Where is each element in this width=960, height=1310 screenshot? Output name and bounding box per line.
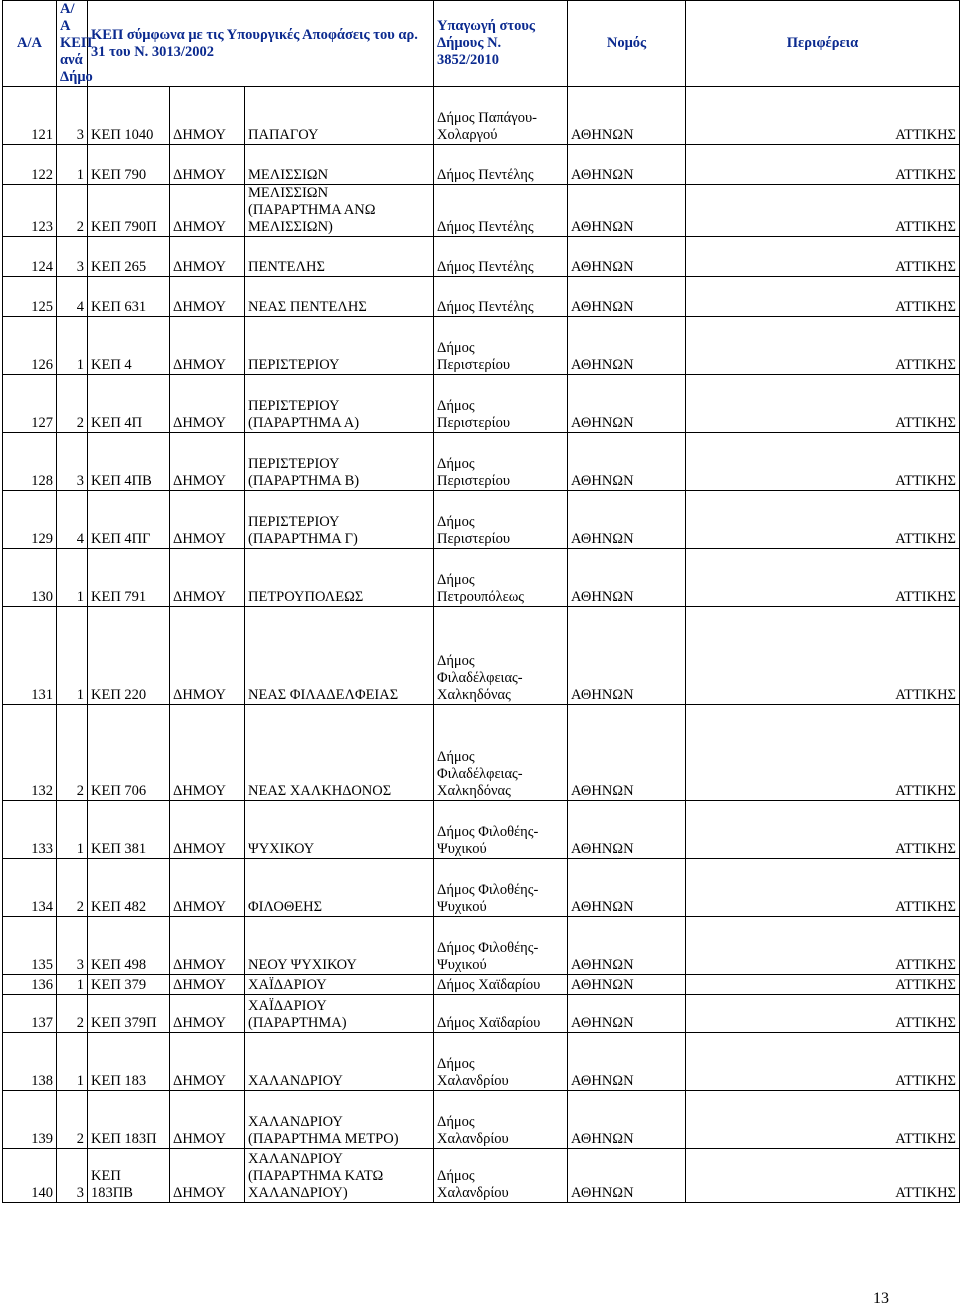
row-aa: 121 (3, 87, 57, 145)
row-nomos: ΑΘΗΝΩΝ (568, 917, 686, 975)
row-perifereia: ΑΤΤΙΚΗΣ (686, 87, 960, 145)
row-nomos: ΑΘΗΝΩΝ (568, 801, 686, 859)
row-dimos: Δήμος Παπάγου- Χολαργού (434, 87, 568, 145)
row-type: ΔΗΜΟΥ (170, 859, 245, 917)
row-perifereia: ΑΤΤΙΚΗΣ (686, 277, 960, 317)
row-type: ΔΗΜΟΥ (170, 317, 245, 375)
row-dimos: Δήμος Χαλανδρίου (434, 1091, 568, 1149)
row-dimos: Δήμος Φιλοθέης- Ψυχικού (434, 801, 568, 859)
header-nomos: Νομός (568, 1, 686, 87)
row-nomos: ΑΘΗΝΩΝ (568, 237, 686, 277)
row-type: ΔΗΜΟΥ (170, 145, 245, 185)
header-kep: ΚΕΠ σύμφωνα με τις Υπουργικές Αποφάσεις του αρ. 31 του Ν. 3013/2002 (88, 1, 434, 87)
row-name: ΠΕΤΡΟΥΠΟΛΕΩΣ (245, 549, 434, 607)
table-row (3, 801, 960, 859)
row-kep-code: ΚΕΠ 183 (88, 1033, 170, 1091)
table-row (3, 145, 960, 185)
table-row (3, 917, 960, 975)
row-nomos: ΑΘΗΝΩΝ (568, 1033, 686, 1091)
row-kep-code: ΚΕΠ 4ΠΓ (88, 491, 170, 549)
row-aa: 138 (3, 1033, 57, 1091)
row-nomos: ΑΘΗΝΩΝ (568, 491, 686, 549)
row-nomos: ΑΘΗΝΩΝ (568, 185, 686, 237)
row-kep-code: ΚΕΠ 220 (88, 607, 170, 705)
row-name: ΜΕΛΙΣΣΙΩΝ (ΠΑΡΑΡΤΗΜΑ ΑΝΩ ΜΕΛΙΣΣΙΩΝ) (245, 185, 434, 237)
row-name: ΧΑΪΔΑΡΙΟΥ (245, 975, 434, 995)
row-dimos: Δήμος Πεντέλης (434, 145, 568, 185)
row-perifereia: ΑΤΤΙΚΗΣ (686, 859, 960, 917)
row-type: ΔΗΜΟΥ (170, 975, 245, 995)
row-kep-code: ΚΕΠ 183ΠΒ (88, 1149, 170, 1203)
header-aa-per-dimo-text: Α/Α ΚΕΠ ανά Δήμο (60, 1, 93, 85)
row-dimos: Δήμος Πεντέλης (434, 277, 568, 317)
row-aa-per-dimo: 1 (57, 549, 88, 607)
row-type: ΔΗΜΟΥ (170, 277, 245, 317)
row-aa: 134 (3, 859, 57, 917)
row-aa-per-dimo: 1 (57, 1033, 88, 1091)
table-row (3, 375, 960, 433)
row-perifereia: ΑΤΤΙΚΗΣ (686, 237, 960, 277)
row-dimos: Δήμος Πεντέλης (434, 185, 568, 237)
row-aa-per-dimo: 3 (57, 87, 88, 145)
table-row (3, 607, 960, 705)
kep-table (2, 0, 960, 1203)
row-nomos: ΑΘΗΝΩΝ (568, 375, 686, 433)
row-aa-per-dimo: 2 (57, 185, 88, 237)
row-dimos: Δήμος Περιστερίου (434, 375, 568, 433)
table-row (3, 705, 960, 801)
row-type: ΔΗΜΟΥ (170, 995, 245, 1033)
row-aa-per-dimo: 3 (57, 237, 88, 277)
row-kep-code: ΚΕΠ 4ΠΒ (88, 433, 170, 491)
row-perifereia: ΑΤΤΙΚΗΣ (686, 317, 960, 375)
row-name: ΠΕΡΙΣΤΕΡΙΟΥ (ΠΑΡΑΡΤΗΜΑ Β) (245, 433, 434, 491)
row-aa: 132 (3, 705, 57, 801)
row-aa-per-dimo: 3 (57, 1149, 88, 1203)
row-aa-per-dimo: 4 (57, 491, 88, 549)
row-aa: 126 (3, 317, 57, 375)
table-body (3, 87, 960, 1203)
row-type: ΔΗΜΟΥ (170, 237, 245, 277)
row-type: ΔΗΜΟΥ (170, 87, 245, 145)
row-aa: 140 (3, 1149, 57, 1203)
row-aa: 125 (3, 277, 57, 317)
table-row (3, 87, 960, 145)
row-kep-code: ΚΕΠ 791 (88, 549, 170, 607)
row-type: ΔΗΜΟΥ (170, 185, 245, 237)
row-perifereia: ΑΤΤΙΚΗΣ (686, 1033, 960, 1091)
row-aa: 139 (3, 1091, 57, 1149)
row-aa: 129 (3, 491, 57, 549)
row-kep-code: ΚΕΠ 498 (88, 917, 170, 975)
row-aa-per-dimo: 2 (57, 705, 88, 801)
table-row (3, 237, 960, 277)
table-row (3, 975, 960, 995)
row-aa: 124 (3, 237, 57, 277)
row-name: ΧΑΪΔΑΡΙΟΥ (ΠΑΡΑΡΤΗΜΑ) (245, 995, 434, 1033)
row-aa: 123 (3, 185, 57, 237)
row-aa-per-dimo: 4 (57, 277, 88, 317)
row-dimos: Δήμος Περιστερίου (434, 491, 568, 549)
row-perifereia: ΑΤΤΙΚΗΣ (686, 801, 960, 859)
row-name: ΦΙΛΟΘΕΗΣ (245, 859, 434, 917)
row-kep-code: ΚΕΠ 790 (88, 145, 170, 185)
row-name: ΠΕΝΤΕΛΗΣ (245, 237, 434, 277)
row-dimos: Δήμος Χαλανδρίου (434, 1033, 568, 1091)
row-type: ΔΗΜΟΥ (170, 1149, 245, 1203)
row-name: ΝΕΟΥ ΨΥΧΙΚΟΥ (245, 917, 434, 975)
row-name: ΠΑΠΑΓΟΥ (245, 87, 434, 145)
row-dimos: Δήμος Χαϊδαρίου (434, 975, 568, 995)
table-row (3, 185, 960, 237)
row-dimos: Δήμος Φιλαδέλφειας- Χαλκηδόνας (434, 705, 568, 801)
row-nomos: ΑΘΗΝΩΝ (568, 549, 686, 607)
table-row (3, 995, 960, 1033)
row-dimos: Δήμος Πετρουπόλεως (434, 549, 568, 607)
table-header (3, 1, 960, 87)
row-name: ΧΑΛΑΝΔΡΙΟΥ (ΠΑΡΑΡΤΗΜΑ ΜΕΤΡΟ) (245, 1091, 434, 1149)
row-nomos: ΑΘΗΝΩΝ (568, 1091, 686, 1149)
row-aa-per-dimo: 2 (57, 859, 88, 917)
row-type: ΔΗΜΟΥ (170, 433, 245, 491)
table-row (3, 1149, 960, 1203)
row-kep-code: ΚΕΠ 183Π (88, 1091, 170, 1149)
row-aa: 135 (3, 917, 57, 975)
row-kep-code: ΚΕΠ 379 (88, 975, 170, 995)
row-aa: 128 (3, 433, 57, 491)
row-aa: 122 (3, 145, 57, 185)
row-dimos: Δήμος Φιλαδέλφειας- Χαλκηδόνας (434, 607, 568, 705)
row-nomos: ΑΘΗΝΩΝ (568, 433, 686, 491)
table-row (3, 277, 960, 317)
row-perifereia: ΑΤΤΙΚΗΣ (686, 917, 960, 975)
row-dimos: Δήμος Περιστερίου (434, 433, 568, 491)
header-perifereia: Περιφέρεια (686, 1, 960, 87)
row-perifereia: ΑΤΤΙΚΗΣ (686, 1149, 960, 1203)
row-nomos: ΑΘΗΝΩΝ (568, 277, 686, 317)
row-nomos: ΑΘΗΝΩΝ (568, 1149, 686, 1203)
header-aa-per-dimo (57, 1, 93, 87)
row-name: ΝΕΑΣ ΧΑΛΚΗΔΟΝΟΣ (245, 705, 434, 801)
row-name: ΧΑΛΑΝΔΡΙΟΥ (ΠΑΡΑΡΤΗΜΑ ΚΑΤΩ ΧΑΛΑΝΔΡΙΟΥ) (245, 1149, 434, 1203)
row-kep-code: ΚΕΠ 790Π (88, 185, 170, 237)
row-aa-per-dimo: 3 (57, 917, 88, 975)
row-perifereia: ΑΤΤΙΚΗΣ (686, 705, 960, 801)
row-aa-per-dimo: 1 (57, 607, 88, 705)
row-kep-code: ΚΕΠ 265 (88, 237, 170, 277)
row-type: ΔΗΜΟΥ (170, 917, 245, 975)
row-name: ΨΥΧΙΚΟΥ (245, 801, 434, 859)
row-aa-per-dimo: 3 (57, 433, 88, 491)
row-kep-code: ΚΕΠ 631 (88, 277, 170, 317)
row-nomos: ΑΘΗΝΩΝ (568, 607, 686, 705)
row-name: ΠΕΡΙΣΤΕΡΙΟΥ (ΠΑΡΑΡΤΗΜΑ Α) (245, 375, 434, 433)
row-kep-code: ΚΕΠ 381 (88, 801, 170, 859)
row-dimos: Δήμος Φιλοθέης- Ψυχικού (434, 859, 568, 917)
table-row (3, 1091, 960, 1149)
row-name: ΝΕΑΣ ΠΕΝΤΕΛΗΣ (245, 277, 434, 317)
row-nomos: ΑΘΗΝΩΝ (568, 705, 686, 801)
row-dimos: Δήμος Πεντέλης (434, 237, 568, 277)
row-perifereia: ΑΤΤΙΚΗΣ (686, 145, 960, 185)
row-type: ΔΗΜΟΥ (170, 1033, 245, 1091)
row-aa-per-dimo: 2 (57, 995, 88, 1033)
row-kep-code: ΚΕΠ 4 (88, 317, 170, 375)
row-name: ΝΕΑΣ ΦΙΛΑΔΕΛΦΕΙΑΣ (245, 607, 434, 705)
row-aa: 127 (3, 375, 57, 433)
row-aa-per-dimo: 1 (57, 145, 88, 185)
row-perifereia: ΑΤΤΙΚΗΣ (686, 375, 960, 433)
table-row (3, 859, 960, 917)
table-row (3, 491, 960, 549)
row-kep-code: ΚΕΠ 1040 (88, 87, 170, 145)
row-type: ΔΗΜΟΥ (170, 375, 245, 433)
table-row (3, 1033, 960, 1091)
table-row (3, 317, 960, 375)
row-aa: 133 (3, 801, 57, 859)
row-aa: 137 (3, 995, 57, 1033)
row-aa-per-dimo: 2 (57, 375, 88, 433)
row-perifereia: ΑΤΤΙΚΗΣ (686, 995, 960, 1033)
row-dimos: Δήμος Φιλοθέης- Ψυχικού (434, 917, 568, 975)
row-type: ΔΗΜΟΥ (170, 1091, 245, 1149)
row-kep-code: ΚΕΠ 379Π (88, 995, 170, 1033)
row-aa-per-dimo: 2 (57, 1091, 88, 1149)
row-type: ΔΗΜΟΥ (170, 801, 245, 859)
row-type: ΔΗΜΟΥ (170, 705, 245, 801)
row-type: ΔΗΜΟΥ (170, 549, 245, 607)
row-perifereia: ΑΤΤΙΚΗΣ (686, 549, 960, 607)
table-row (3, 549, 960, 607)
row-kep-code: ΚΕΠ 482 (88, 859, 170, 917)
row-perifereia: ΑΤΤΙΚΗΣ (686, 185, 960, 237)
row-perifereia: ΑΤΤΙΚΗΣ (686, 433, 960, 491)
row-name: ΧΑΛΑΝΔΡΙΟΥ (245, 1033, 434, 1091)
row-nomos: ΑΘΗΝΩΝ (568, 145, 686, 185)
row-kep-code: ΚΕΠ 706 (88, 705, 170, 801)
row-type: ΔΗΜΟΥ (170, 607, 245, 705)
row-aa: 136 (3, 975, 57, 995)
row-dimos: Δήμος Χαλανδρίου (434, 1149, 568, 1203)
row-perifereia: ΑΤΤΙΚΗΣ (686, 1091, 960, 1149)
row-type: ΔΗΜΟΥ (170, 491, 245, 549)
row-nomos: ΑΘΗΝΩΝ (568, 995, 686, 1033)
row-aa: 130 (3, 549, 57, 607)
row-dimos: Δήμος Χαϊδαρίου (434, 995, 568, 1033)
row-aa-per-dimo: 1 (57, 975, 88, 995)
page-number: 13 (873, 1290, 889, 1307)
row-aa-per-dimo: 1 (57, 317, 88, 375)
header-aa: Α/Α (3, 1, 57, 87)
row-dimos: Δήμος Περιστερίου (434, 317, 568, 375)
header-ypagogi: Υπαγωγή στους Δήμους Ν. 3852/2010 (434, 1, 568, 87)
row-name: ΜΕΛΙΣΣΙΩΝ (245, 145, 434, 185)
row-nomos: ΑΘΗΝΩΝ (568, 859, 686, 917)
table-row (3, 433, 960, 491)
row-perifereia: ΑΤΤΙΚΗΣ (686, 491, 960, 549)
row-aa: 131 (3, 607, 57, 705)
row-nomos: ΑΘΗΝΩΝ (568, 87, 686, 145)
row-nomos: ΑΘΗΝΩΝ (568, 317, 686, 375)
row-name: ΠΕΡΙΣΤΕΡΙΟΥ (245, 317, 434, 375)
row-nomos: ΑΘΗΝΩΝ (568, 975, 686, 995)
row-name: ΠΕΡΙΣΤΕΡΙΟΥ (ΠΑΡΑΡΤΗΜΑ Γ) (245, 491, 434, 549)
row-kep-code: ΚΕΠ 4Π (88, 375, 170, 433)
header-row (3, 1, 960, 87)
row-perifereia: ΑΤΤΙΚΗΣ (686, 607, 960, 705)
row-perifereia: ΑΤΤΙΚΗΣ (686, 975, 960, 995)
row-aa-per-dimo: 1 (57, 801, 88, 859)
